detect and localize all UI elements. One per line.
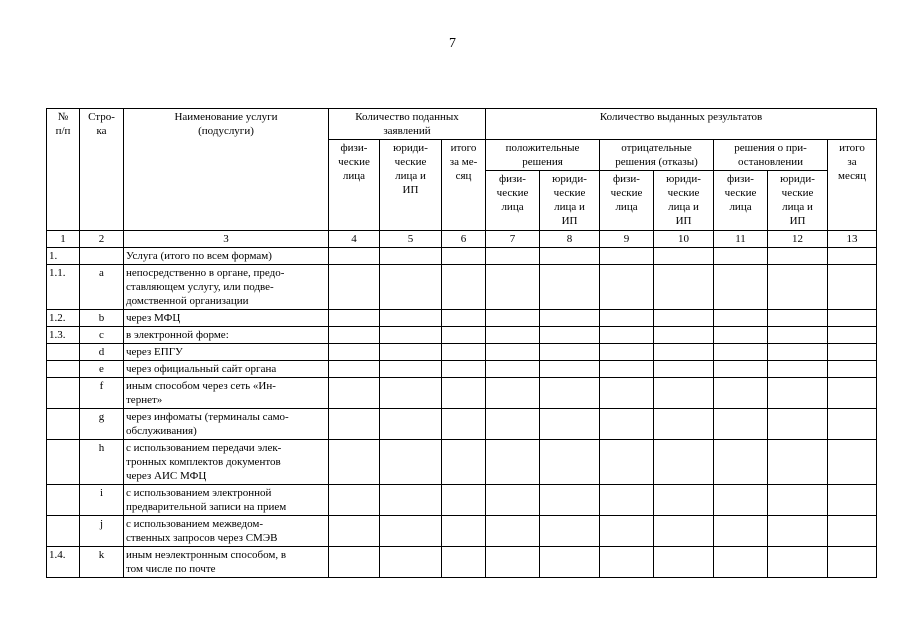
value-cell[interactable] [654,265,714,310]
row-number: 1.3. [47,327,80,344]
value-cell[interactable] [600,516,654,547]
table-row [47,485,877,516]
value-cell[interactable] [828,310,877,327]
value-cell[interactable] [828,248,877,265]
table-row [47,248,877,265]
value-cell[interactable] [486,516,540,547]
value-cell[interactable] [380,344,442,361]
value-cell[interactable] [329,248,380,265]
table-row [47,378,877,409]
value-cell[interactable] [768,265,828,310]
value-cell[interactable] [540,547,600,578]
value-cell[interactable] [654,327,714,344]
column-number: 4 [329,231,380,248]
value-cell[interactable] [380,547,442,578]
value-cell[interactable] [380,248,442,265]
row-service-name: с использованием электронной предварительной записи на прием [124,485,329,516]
report-table [46,108,877,578]
table-row [47,440,877,485]
row-number [47,409,80,440]
row-code: j [80,516,124,547]
value-cell[interactable] [486,310,540,327]
row-code: i [80,485,124,516]
header-suspended: решения о при- остановлении [714,140,828,171]
value-cell[interactable] [714,409,768,440]
value-cell[interactable] [768,361,828,378]
row-service-name: иным неэлектронным способом, в том числе по почте [124,547,329,578]
row-code: d [80,344,124,361]
header-issued-total: итого за месяц [828,140,877,231]
header-submitted: Количество поданных заявлений [329,109,486,140]
row-number: 1.4. [47,547,80,578]
value-cell[interactable] [828,409,877,440]
row-code [80,248,124,265]
value-cell[interactable] [714,378,768,409]
row-service-name: через ЕПГУ [124,344,329,361]
column-number: 1 [47,231,80,248]
table-row [47,547,877,578]
column-number: 3 [124,231,329,248]
row-code: g [80,409,124,440]
value-cell[interactable] [486,440,540,485]
row-code: e [80,361,124,378]
value-cell[interactable] [828,547,877,578]
value-cell[interactable] [442,248,486,265]
value-cell[interactable] [380,485,442,516]
value-cell[interactable] [600,485,654,516]
column-numbers-row [47,231,877,248]
value-cell[interactable] [828,265,877,310]
column-number: 10 [654,231,714,248]
header-res-legal: юриди- ческие лица и ИП [654,171,714,231]
value-cell[interactable] [442,344,486,361]
row-number: 1.1. [47,265,80,310]
column-number: 11 [714,231,768,248]
value-cell[interactable] [768,248,828,265]
row-code: k [80,547,124,578]
value-cell[interactable] [600,440,654,485]
value-cell[interactable] [329,310,380,327]
value-cell[interactable] [654,378,714,409]
value-cell[interactable] [329,409,380,440]
column-number: 13 [828,231,877,248]
table-row [47,361,877,378]
table-row [47,516,877,547]
value-cell[interactable] [442,485,486,516]
value-cell[interactable] [540,378,600,409]
value-cell[interactable] [600,310,654,327]
header-res-legal: юриди- ческие лица и ИП [768,171,828,231]
value-cell[interactable] [654,485,714,516]
value-cell[interactable] [540,361,600,378]
value-cell[interactable] [714,265,768,310]
value-cell[interactable] [329,361,380,378]
value-cell[interactable] [714,440,768,485]
row-service-name: через официальный сайт органа [124,361,329,378]
value-cell[interactable] [380,440,442,485]
value-cell[interactable] [329,440,380,485]
value-cell[interactable] [329,378,380,409]
value-cell[interactable] [380,310,442,327]
value-cell[interactable] [486,265,540,310]
value-cell[interactable] [654,516,714,547]
value-cell[interactable] [714,361,768,378]
row-code: h [80,440,124,485]
value-cell[interactable] [654,547,714,578]
row-number [47,361,80,378]
value-cell[interactable] [714,485,768,516]
header-res-phys: физи- ческие лица [600,171,654,231]
header-res-legal: юриди- ческие лица и ИП [540,171,600,231]
value-cell[interactable] [380,265,442,310]
value-cell[interactable] [768,409,828,440]
table-row [47,265,877,310]
row-number [47,344,80,361]
value-cell[interactable] [714,327,768,344]
column-number: 7 [486,231,540,248]
value-cell[interactable] [768,378,828,409]
value-cell[interactable] [329,327,380,344]
row-code: b [80,310,124,327]
column-number: 12 [768,231,828,248]
row-service-name: с использованием межведом- ственных запросов через СМЭВ [124,516,329,547]
column-number: 9 [600,231,654,248]
value-cell[interactable] [442,516,486,547]
value-cell[interactable] [600,547,654,578]
column-number: 5 [380,231,442,248]
value-cell[interactable] [540,310,600,327]
row-service-name: через инфоматы (терминалы само- обслуживания) [124,409,329,440]
value-cell[interactable] [768,485,828,516]
column-number: 8 [540,231,600,248]
value-cell[interactable] [329,485,380,516]
value-cell[interactable] [768,344,828,361]
row-service-name: в электронной форме: [124,327,329,344]
row-number: 1. [47,248,80,265]
header-negative: отрицательные решения (отказы) [600,140,714,171]
row-number [47,485,80,516]
value-cell[interactable] [442,409,486,440]
value-cell[interactable] [768,310,828,327]
value-cell[interactable] [828,440,877,485]
value-cell[interactable] [714,248,768,265]
row-code: a [80,265,124,310]
value-cell[interactable] [486,248,540,265]
page-number: 7 [449,36,456,51]
table-row [47,344,877,361]
value-cell[interactable] [654,344,714,361]
value-cell[interactable] [828,344,877,361]
value-cell[interactable] [442,310,486,327]
column-number: 2 [80,231,124,248]
value-cell[interactable] [380,516,442,547]
value-cell[interactable] [600,344,654,361]
value-cell[interactable] [600,248,654,265]
value-cell[interactable] [654,248,714,265]
value-cell[interactable] [540,327,600,344]
row-service-name: иным способом через сеть «Ин- тернет» [124,378,329,409]
row-number [47,378,80,409]
value-cell[interactable] [540,440,600,485]
column-number: 6 [442,231,486,248]
value-cell[interactable] [600,378,654,409]
value-cell[interactable] [329,547,380,578]
value-cell[interactable] [486,409,540,440]
value-cell[interactable] [714,344,768,361]
value-cell[interactable] [768,547,828,578]
row-service-name: Услуга (итого по всем формам) [124,248,329,265]
value-cell[interactable] [380,361,442,378]
table-row [47,409,877,440]
value-cell[interactable] [486,378,540,409]
value-cell[interactable] [768,440,828,485]
value-cell[interactable] [329,265,380,310]
header-issued: Количество выданных результатов [486,109,877,140]
header-num: № п/п [47,109,80,231]
value-cell[interactable] [380,327,442,344]
value-cell[interactable] [380,378,442,409]
value-cell[interactable] [828,516,877,547]
value-cell[interactable] [828,327,877,344]
value-cell[interactable] [486,547,540,578]
value-cell[interactable] [654,409,714,440]
value-cell[interactable] [442,378,486,409]
value-cell[interactable] [654,310,714,327]
value-cell[interactable] [828,485,877,516]
value-cell[interactable] [486,485,540,516]
value-cell[interactable] [714,516,768,547]
header-service-name: Наименование услуги (подуслуги) [124,109,329,231]
value-cell[interactable] [442,440,486,485]
value-cell[interactable] [654,361,714,378]
table-row [47,327,877,344]
header-sub-phys: физи- ческие лица [329,140,380,231]
value-cell[interactable] [600,361,654,378]
header-positive: положительные решения [486,140,600,171]
value-cell[interactable] [486,361,540,378]
value-cell[interactable] [714,310,768,327]
table-row [47,310,877,327]
value-cell[interactable] [329,516,380,547]
value-cell[interactable] [828,361,877,378]
value-cell[interactable] [540,344,600,361]
value-cell[interactable] [442,265,486,310]
value-cell[interactable] [442,361,486,378]
value-cell[interactable] [442,547,486,578]
value-cell[interactable] [540,248,600,265]
value-cell[interactable] [828,378,877,409]
value-cell[interactable] [600,265,654,310]
value-cell[interactable] [380,409,442,440]
header-row: Стро- ка [80,109,124,231]
row-service-name: непосредственно в органе, предо- ставляющем услугу, или подве- домственной организации [124,265,329,310]
row-code: f [80,378,124,409]
value-cell[interactable] [486,327,540,344]
row-number [47,516,80,547]
value-cell[interactable] [540,516,600,547]
header-sub-legal: юриди- ческие лица и ИП [380,140,442,231]
value-cell[interactable] [768,327,828,344]
row-service-name: через МФЦ [124,310,329,327]
value-cell[interactable] [442,327,486,344]
value-cell[interactable] [486,344,540,361]
row-number: 1.2. [47,310,80,327]
header-sub-total: итого за ме- сяц [442,140,486,231]
header-res-phys: физи- ческие лица [486,171,540,231]
value-cell[interactable] [768,516,828,547]
header-res-phys: физи- ческие лица [714,171,768,231]
value-cell[interactable] [540,409,600,440]
value-cell[interactable] [600,327,654,344]
value-cell[interactable] [600,409,654,440]
value-cell[interactable] [540,265,600,310]
row-code: c [80,327,124,344]
row-service-name: с использованием передачи элек- тронных комплектов документов через АИС МФЦ [124,440,329,485]
value-cell[interactable] [654,440,714,485]
value-cell[interactable] [540,485,600,516]
value-cell[interactable] [714,547,768,578]
row-number [47,440,80,485]
value-cell[interactable] [329,344,380,361]
